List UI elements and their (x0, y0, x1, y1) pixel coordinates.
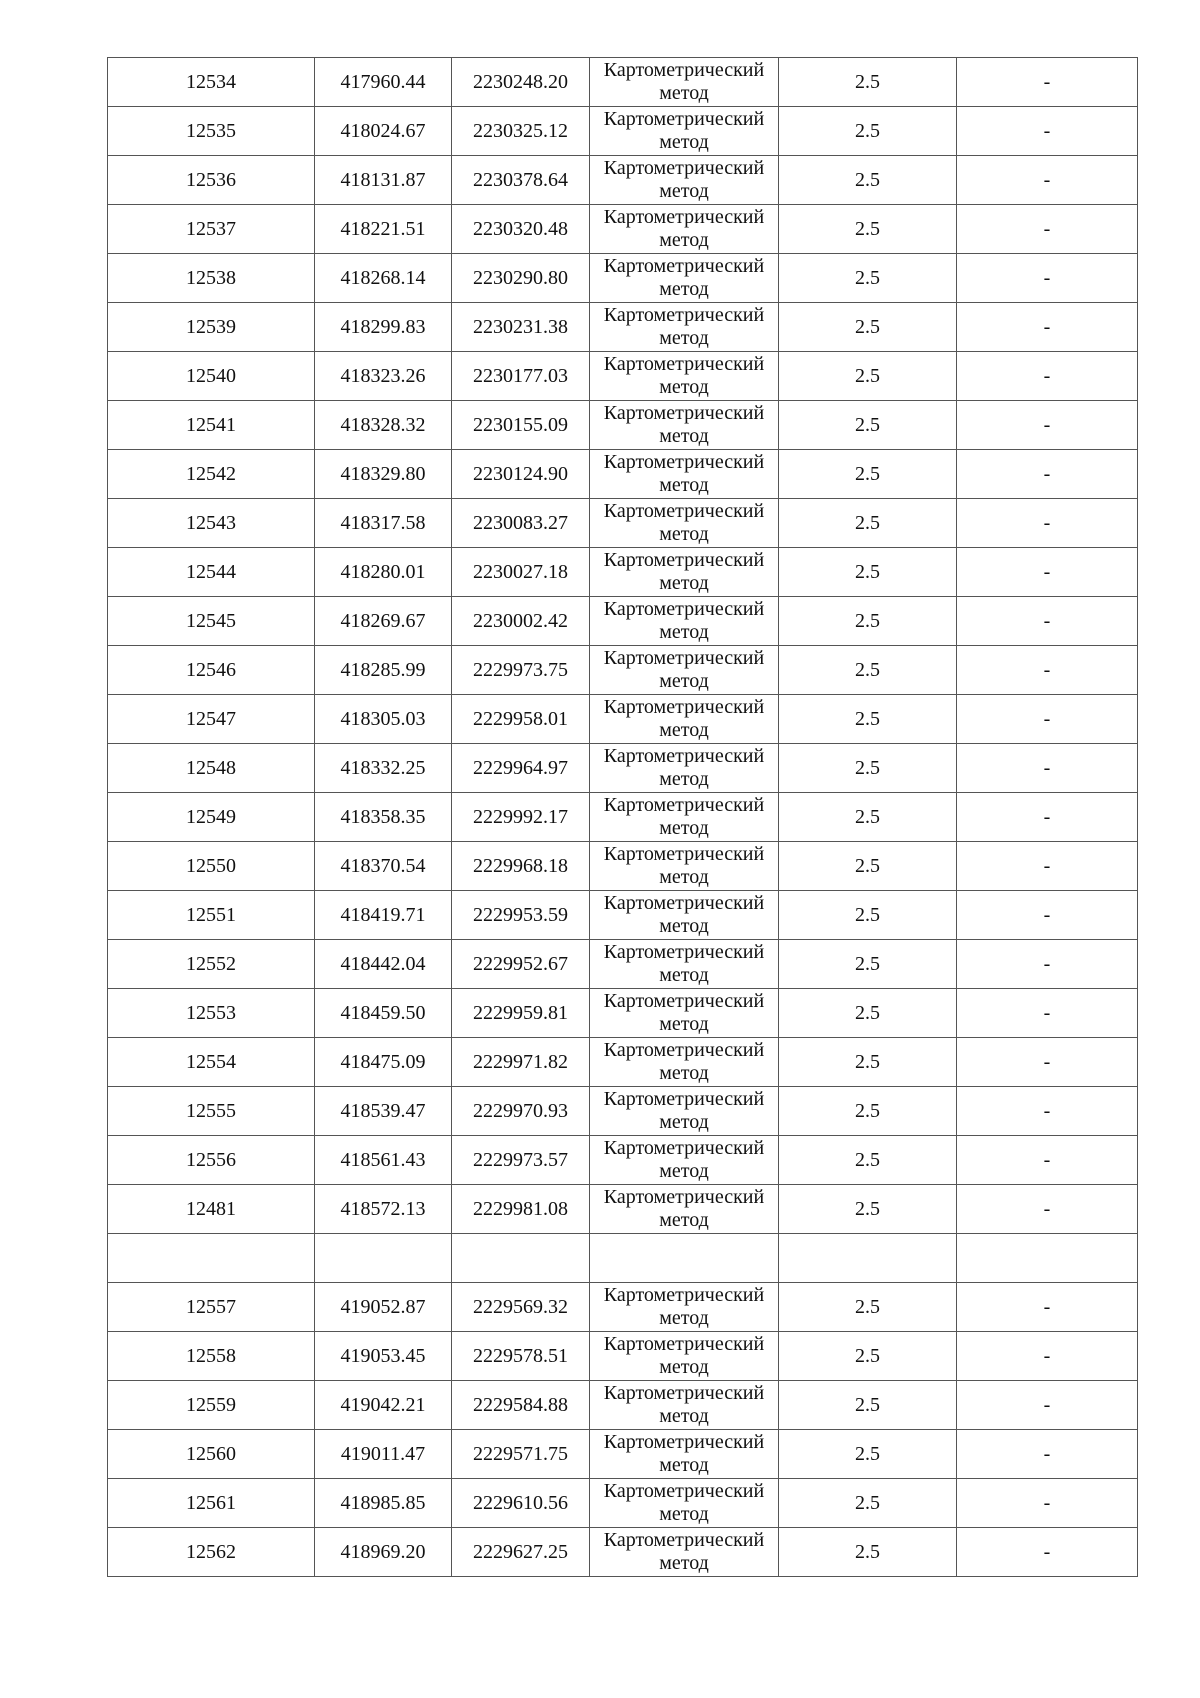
note-cell: - (957, 107, 1138, 156)
method-line-1: Картометрический (603, 1137, 765, 1159)
y-coordinate-cell: 2229953.59 (452, 891, 590, 940)
accuracy-cell: 2.5 (779, 1283, 957, 1332)
x-coordinate-cell: 418332.25 (315, 744, 452, 793)
x-coordinate-cell: 418323.26 (315, 352, 452, 401)
x-coordinate-cell: 418572.13 (315, 1185, 452, 1234)
method-line-2: метод (659, 964, 709, 986)
point-number-cell: 12552 (108, 940, 315, 989)
empty-cell (315, 1234, 452, 1283)
x-coordinate-cell: 418328.32 (315, 401, 452, 450)
y-coordinate-cell: 2230378.64 (452, 156, 590, 205)
method-line-2: метод (659, 719, 709, 741)
y-coordinate-cell: 2229971.82 (452, 1038, 590, 1087)
table-row (108, 744, 1138, 793)
table-row (108, 254, 1138, 303)
accuracy-cell: 2.5 (779, 1136, 957, 1185)
note-cell: - (957, 401, 1138, 450)
note-cell: - (957, 1528, 1138, 1577)
x-coordinate-cell: 418969.20 (315, 1528, 452, 1577)
accuracy-cell: 2.5 (779, 940, 957, 989)
note-cell: - (957, 1430, 1138, 1479)
y-coordinate-cell: 2230231.38 (452, 303, 590, 352)
point-number-cell: 12481 (108, 1185, 315, 1234)
x-coordinate-cell: 418024.67 (315, 107, 452, 156)
table-row (108, 842, 1138, 891)
method-line-1: Картометрический (603, 794, 765, 816)
table-row (108, 352, 1138, 401)
method-line-1: Картометрический (603, 843, 765, 865)
method-line-1: Картометрический (603, 647, 765, 669)
method-line-2: метод (659, 817, 709, 839)
y-coordinate-cell: 2229952.67 (452, 940, 590, 989)
method-line-2: метод (659, 1454, 709, 1476)
method-line-2: метод (659, 1160, 709, 1182)
x-coordinate-cell: 418317.58 (315, 499, 452, 548)
method-line-1: Картометрический (603, 1284, 765, 1306)
point-number-cell: 12549 (108, 793, 315, 842)
point-number-cell: 12553 (108, 989, 315, 1038)
x-coordinate-cell: 418475.09 (315, 1038, 452, 1087)
table-row (108, 1381, 1138, 1430)
method-line-2: метод (659, 621, 709, 643)
y-coordinate-cell: 2229964.97 (452, 744, 590, 793)
point-number-cell: 12557 (108, 1283, 315, 1332)
method-line-2: метод (659, 768, 709, 790)
accuracy-cell: 2.5 (779, 1185, 957, 1234)
note-cell: - (957, 1087, 1138, 1136)
point-number-cell: 12559 (108, 1381, 315, 1430)
y-coordinate-cell: 2230290.80 (452, 254, 590, 303)
method-cell (590, 989, 779, 1038)
method-line-1: Картометрический (603, 549, 765, 571)
method-cell (590, 254, 779, 303)
x-coordinate-cell: 418329.80 (315, 450, 452, 499)
method-cell (590, 891, 779, 940)
method-line-2: метод (659, 1111, 709, 1133)
y-coordinate-cell: 2229973.75 (452, 646, 590, 695)
table-row (108, 891, 1138, 940)
y-coordinate-cell: 2229958.01 (452, 695, 590, 744)
point-number-cell: 12550 (108, 842, 315, 891)
method-line-1: Картометрический (603, 451, 765, 473)
accuracy-cell: 2.5 (779, 793, 957, 842)
empty-cell (779, 1234, 957, 1283)
point-number-cell: 12539 (108, 303, 315, 352)
table-row-blank (108, 1234, 1138, 1283)
note-cell: - (957, 499, 1138, 548)
table-row (108, 1528, 1138, 1577)
table-row (108, 1332, 1138, 1381)
method-line-2: метод (659, 915, 709, 937)
y-coordinate-cell: 2229968.18 (452, 842, 590, 891)
method-cell (590, 646, 779, 695)
method-line-2: метод (659, 1307, 709, 1329)
method-cell (590, 499, 779, 548)
y-coordinate-cell: 2229992.17 (452, 793, 590, 842)
method-line-1: Картометрический (603, 598, 765, 620)
method-line-1: Картометрический (603, 1529, 765, 1551)
point-number-cell: 12548 (108, 744, 315, 793)
note-cell: - (957, 891, 1138, 940)
table-row (108, 1087, 1138, 1136)
empty-cell (108, 1234, 315, 1283)
point-number-cell: 12542 (108, 450, 315, 499)
method-line-2: метод (659, 523, 709, 545)
method-line-2: метод (659, 131, 709, 153)
table-row (108, 1283, 1138, 1332)
accuracy-cell: 2.5 (779, 548, 957, 597)
x-coordinate-cell: 419011.47 (315, 1430, 452, 1479)
method-cell (590, 1430, 779, 1479)
note-cell: - (957, 156, 1138, 205)
point-number-cell: 12556 (108, 1136, 315, 1185)
table-row (108, 793, 1138, 842)
note-cell: - (957, 646, 1138, 695)
accuracy-cell: 2.5 (779, 695, 957, 744)
accuracy-cell: 2.5 (779, 352, 957, 401)
table-row (108, 499, 1138, 548)
method-line-1: Картометрический (603, 990, 765, 1012)
note-cell: - (957, 793, 1138, 842)
method-cell (590, 1185, 779, 1234)
accuracy-cell: 2.5 (779, 58, 957, 107)
note-cell: - (957, 989, 1138, 1038)
method-cell (590, 303, 779, 352)
x-coordinate-cell: 418985.85 (315, 1479, 452, 1528)
method-cell (590, 597, 779, 646)
table-row (108, 156, 1138, 205)
method-line-2: метод (659, 229, 709, 251)
y-coordinate-cell: 2229970.93 (452, 1087, 590, 1136)
table-row (108, 695, 1138, 744)
method-line-2: метод (659, 1209, 709, 1231)
method-cell (590, 842, 779, 891)
table-row (108, 940, 1138, 989)
x-coordinate-cell: 418358.35 (315, 793, 452, 842)
point-number-cell: 12560 (108, 1430, 315, 1479)
method-line-2: метод (659, 376, 709, 398)
note-cell: - (957, 548, 1138, 597)
accuracy-cell: 2.5 (779, 744, 957, 793)
method-line-1: Картометрический (603, 157, 765, 179)
note-cell: - (957, 205, 1138, 254)
x-coordinate-cell: 419042.21 (315, 1381, 452, 1430)
accuracy-cell: 2.5 (779, 1381, 957, 1430)
x-coordinate-cell: 418305.03 (315, 695, 452, 744)
x-coordinate-cell: 418269.67 (315, 597, 452, 646)
point-number-cell: 12541 (108, 401, 315, 450)
accuracy-cell: 2.5 (779, 1430, 957, 1479)
method-line-1: Картометрический (603, 696, 765, 718)
accuracy-cell: 2.5 (779, 1038, 957, 1087)
note-cell: - (957, 352, 1138, 401)
method-line-2: метод (659, 180, 709, 202)
accuracy-cell: 2.5 (779, 303, 957, 352)
accuracy-cell: 2.5 (779, 646, 957, 695)
method-cell (590, 548, 779, 597)
method-cell (590, 744, 779, 793)
method-cell (590, 1381, 779, 1430)
note-cell: - (957, 1332, 1138, 1381)
point-number-cell: 12546 (108, 646, 315, 695)
point-number-cell: 12540 (108, 352, 315, 401)
method-cell (590, 156, 779, 205)
empty-cell (957, 1234, 1138, 1283)
method-line-2: метод (659, 1405, 709, 1427)
table-row (108, 597, 1138, 646)
point-number-cell: 12555 (108, 1087, 315, 1136)
accuracy-cell: 2.5 (779, 842, 957, 891)
table-row (108, 107, 1138, 156)
method-cell (590, 401, 779, 450)
x-coordinate-cell: 418131.87 (315, 156, 452, 205)
method-line-1: Картометрический (603, 892, 765, 914)
method-cell (590, 940, 779, 989)
note-cell: - (957, 303, 1138, 352)
x-coordinate-cell: 418459.50 (315, 989, 452, 1038)
note-cell: - (957, 940, 1138, 989)
table-row (108, 989, 1138, 1038)
y-coordinate-cell: 2230155.09 (452, 401, 590, 450)
point-number-cell: 12558 (108, 1332, 315, 1381)
point-number-cell: 12537 (108, 205, 315, 254)
method-cell (590, 1283, 779, 1332)
method-cell (590, 1038, 779, 1087)
accuracy-cell: 2.5 (779, 1528, 957, 1577)
method-line-1: Картометрический (603, 745, 765, 767)
table-row (108, 646, 1138, 695)
table-row (108, 1136, 1138, 1185)
point-number-cell: 12538 (108, 254, 315, 303)
method-line-2: метод (659, 1013, 709, 1035)
method-line-1: Картометрический (603, 1431, 765, 1453)
method-cell (590, 695, 779, 744)
point-number-cell: 12536 (108, 156, 315, 205)
note-cell: - (957, 1283, 1138, 1332)
x-coordinate-cell: 417960.44 (315, 58, 452, 107)
table-row (108, 450, 1138, 499)
method-cell (590, 352, 779, 401)
y-coordinate-cell: 2229627.25 (452, 1528, 590, 1577)
y-coordinate-cell: 2229959.81 (452, 989, 590, 1038)
accuracy-cell: 2.5 (779, 597, 957, 646)
accuracy-cell: 2.5 (779, 205, 957, 254)
note-cell: - (957, 1479, 1138, 1528)
method-line-1: Картометрический (603, 1480, 765, 1502)
empty-cell (590, 1234, 779, 1283)
method-line-1: Картометрический (603, 1382, 765, 1404)
accuracy-cell: 2.5 (779, 107, 957, 156)
accuracy-cell: 2.5 (779, 1479, 957, 1528)
note-cell: - (957, 842, 1138, 891)
y-coordinate-cell: 2229584.88 (452, 1381, 590, 1430)
point-number-cell: 12543 (108, 499, 315, 548)
method-line-1: Картометрический (603, 304, 765, 326)
method-line-2: метод (659, 474, 709, 496)
method-line-1: Картометрический (603, 500, 765, 522)
point-number-cell: 12561 (108, 1479, 315, 1528)
method-line-2: метод (659, 866, 709, 888)
method-line-1: Картометрический (603, 1039, 765, 1061)
point-number-cell: 12535 (108, 107, 315, 156)
method-line-1: Картометрический (603, 108, 765, 130)
x-coordinate-cell: 418561.43 (315, 1136, 452, 1185)
accuracy-cell: 2.5 (779, 156, 957, 205)
y-coordinate-cell: 2230177.03 (452, 352, 590, 401)
accuracy-cell: 2.5 (779, 499, 957, 548)
x-coordinate-cell: 418268.14 (315, 254, 452, 303)
accuracy-cell: 2.5 (779, 1087, 957, 1136)
accuracy-cell: 2.5 (779, 450, 957, 499)
x-coordinate-cell: 418442.04 (315, 940, 452, 989)
method-line-2: метод (659, 82, 709, 104)
table-row (108, 1185, 1138, 1234)
note-cell: - (957, 1185, 1138, 1234)
point-number-cell: 12551 (108, 891, 315, 940)
method-line-1: Картометрический (603, 206, 765, 228)
method-line-1: Картометрический (603, 353, 765, 375)
note-cell: - (957, 450, 1138, 499)
method-line-1: Картометрический (603, 59, 765, 81)
method-line-2: метод (659, 1552, 709, 1574)
x-coordinate-cell: 419053.45 (315, 1332, 452, 1381)
method-line-2: метод (659, 425, 709, 447)
table-row (108, 303, 1138, 352)
y-coordinate-cell: 2230320.48 (452, 205, 590, 254)
x-coordinate-cell: 418539.47 (315, 1087, 452, 1136)
method-line-1: Картометрический (603, 1333, 765, 1355)
table-row (108, 205, 1138, 254)
x-coordinate-cell: 418299.83 (315, 303, 452, 352)
y-coordinate-cell: 2229571.75 (452, 1430, 590, 1479)
y-coordinate-cell: 2229973.57 (452, 1136, 590, 1185)
table-row (108, 401, 1138, 450)
note-cell: - (957, 1136, 1138, 1185)
coordinates-table-body (108, 58, 1138, 1577)
method-cell (590, 1087, 779, 1136)
coordinates-table (107, 57, 1138, 1577)
x-coordinate-cell: 418280.01 (315, 548, 452, 597)
note-cell: - (957, 1381, 1138, 1430)
y-coordinate-cell: 2230325.12 (452, 107, 590, 156)
note-cell: - (957, 254, 1138, 303)
y-coordinate-cell: 2229981.08 (452, 1185, 590, 1234)
method-line-2: метод (659, 1503, 709, 1525)
table-row (108, 1479, 1138, 1528)
method-cell (590, 1479, 779, 1528)
note-cell: - (957, 58, 1138, 107)
y-coordinate-cell: 2229578.51 (452, 1332, 590, 1381)
note-cell: - (957, 597, 1138, 646)
method-line-1: Картометрический (603, 941, 765, 963)
method-line-1: Картометрический (603, 1186, 765, 1208)
method-line-2: метод (659, 327, 709, 349)
x-coordinate-cell: 418221.51 (315, 205, 452, 254)
accuracy-cell: 2.5 (779, 1332, 957, 1381)
x-coordinate-cell: 418370.54 (315, 842, 452, 891)
y-coordinate-cell: 2230083.27 (452, 499, 590, 548)
method-cell (590, 793, 779, 842)
empty-cell (452, 1234, 590, 1283)
method-line-1: Картометрический (603, 255, 765, 277)
y-coordinate-cell: 2230248.20 (452, 58, 590, 107)
method-cell (590, 107, 779, 156)
y-coordinate-cell: 2230002.42 (452, 597, 590, 646)
method-cell (590, 450, 779, 499)
method-line-2: метод (659, 278, 709, 300)
point-number-cell: 12534 (108, 58, 315, 107)
point-number-cell: 12562 (108, 1528, 315, 1577)
method-line-1: Картометрический (603, 1088, 765, 1110)
accuracy-cell: 2.5 (779, 254, 957, 303)
table-row (108, 58, 1138, 107)
accuracy-cell: 2.5 (779, 891, 957, 940)
accuracy-cell: 2.5 (779, 401, 957, 450)
method-cell (590, 1528, 779, 1577)
method-cell (590, 1332, 779, 1381)
method-line-2: метод (659, 670, 709, 692)
table-row (108, 548, 1138, 597)
note-cell: - (957, 744, 1138, 793)
x-coordinate-cell: 419052.87 (315, 1283, 452, 1332)
method-line-2: метод (659, 572, 709, 594)
method-line-2: метод (659, 1062, 709, 1084)
table-row (108, 1430, 1138, 1479)
table-row (108, 1038, 1138, 1087)
point-number-cell: 12547 (108, 695, 315, 744)
x-coordinate-cell: 418285.99 (315, 646, 452, 695)
x-coordinate-cell: 418419.71 (315, 891, 452, 940)
method-cell (590, 58, 779, 107)
note-cell: - (957, 695, 1138, 744)
method-cell (590, 205, 779, 254)
point-number-cell: 12545 (108, 597, 315, 646)
method-line-2: метод (659, 1356, 709, 1378)
y-coordinate-cell: 2230027.18 (452, 548, 590, 597)
y-coordinate-cell: 2230124.90 (452, 450, 590, 499)
y-coordinate-cell: 2229610.56 (452, 1479, 590, 1528)
point-number-cell: 12554 (108, 1038, 315, 1087)
point-number-cell: 12544 (108, 548, 315, 597)
method-cell (590, 1136, 779, 1185)
y-coordinate-cell: 2229569.32 (452, 1283, 590, 1332)
note-cell: - (957, 1038, 1138, 1087)
accuracy-cell: 2.5 (779, 989, 957, 1038)
method-line-1: Картометрический (603, 402, 765, 424)
